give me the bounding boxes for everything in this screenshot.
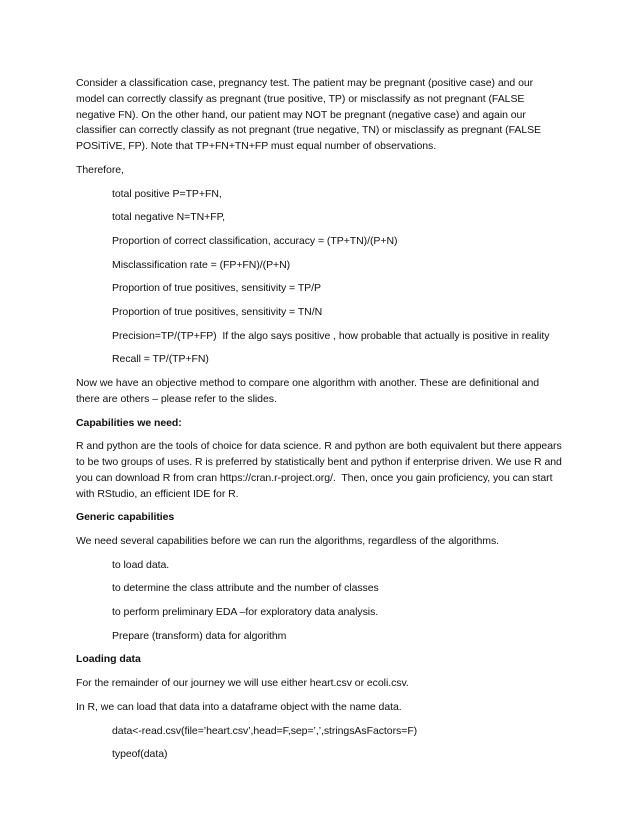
objective-method-paragraph: Now we have an objective method to compare one algorithm with another. These are definitional and there are others – please refer to the slides. bbox=[76, 377, 542, 405]
formula-sensitivity: Proportion of true positives, sensitivity = TP/P bbox=[112, 282, 321, 295]
formula-total-negative: total negative N=TN+FP, bbox=[112, 211, 226, 224]
formula-recall: Recall = TP/(TP+FN) bbox=[112, 353, 209, 366]
capabilities-heading: Capabilities we need: bbox=[76, 416, 182, 429]
code-line-read-csv: data<-read.csv(file=’heart.csv’,head=F,sep=’,’,stringsAsFactors=F) bbox=[112, 724, 418, 737]
loading-data-paragraph-2: In R, we can load that data into a dataframe object with the name data. bbox=[76, 700, 402, 713]
therefore-line: Therefore, bbox=[76, 163, 124, 176]
formula-misclassification: Misclassification rate = (FP+FN)/(P+N) bbox=[112, 258, 291, 271]
generic-item-class-attribute: to determine the class attribute and the number of classes bbox=[112, 582, 379, 595]
document-body bbox=[76, 76, 565, 771]
loading-data-heading: Loading data bbox=[76, 653, 141, 666]
formula-precision: Precision=TP/(TP+FP) If the algo says positive , how probable that actually is positive in reality bbox=[112, 329, 550, 342]
intro-paragraph: Consider a classification case, pregnancy test. The patient may be pregnant (positive case) and our model can correctly classify as pregnant (true positive, TP) or misclassify as not pregnant (FALSE negative FN). On the other hand, our patient may NOT be pregnant (negative case) and again our classifier can correctly classify as not pregnant (true negative, TN) or misclassify as pregnant (FALSE POSiTiVE, FP). Note that TP+FN+TN+FP must equal number of observations. bbox=[76, 77, 544, 153]
generic-item-load-data: to load data. bbox=[112, 558, 170, 571]
loading-data-paragraph-1: For the remainder of our journey we will use either heart.csv or ecoli.csv. bbox=[76, 677, 409, 690]
formula-specificity: Proportion of true positives, sensitivity = TN/N bbox=[112, 306, 323, 318]
generic-capabilities-paragraph: We need several capabilities before we can run the algorithms, regardless of the algorithms. bbox=[76, 535, 500, 547]
capabilities-paragraph: R and python are the tools of choice for data science. R and python are both equivalent but there appears to be two groups of uses. R is preferred by statistically bent and python if enterprise driven. We use R and you can download R from cran https://cran.r-project.org/. Then, once you gain proficiency, you can start with RStudio, an efficient IDE for R. bbox=[76, 440, 565, 500]
code-line-typeof: typeof(data) bbox=[112, 748, 168, 761]
generic-capabilities-heading: Generic capabilities bbox=[76, 511, 175, 524]
generic-item-prepare-data: Prepare (transform) data for algorithm bbox=[112, 629, 287, 642]
generic-item-eda: to perform preliminary EDA –for exploratory data analysis. bbox=[112, 606, 379, 619]
formula-total-positive: total positive P=TP+FN, bbox=[112, 187, 222, 200]
formula-accuracy: Proportion of correct classification, accuracy = (TP+TN)/(P+N) bbox=[112, 234, 398, 247]
